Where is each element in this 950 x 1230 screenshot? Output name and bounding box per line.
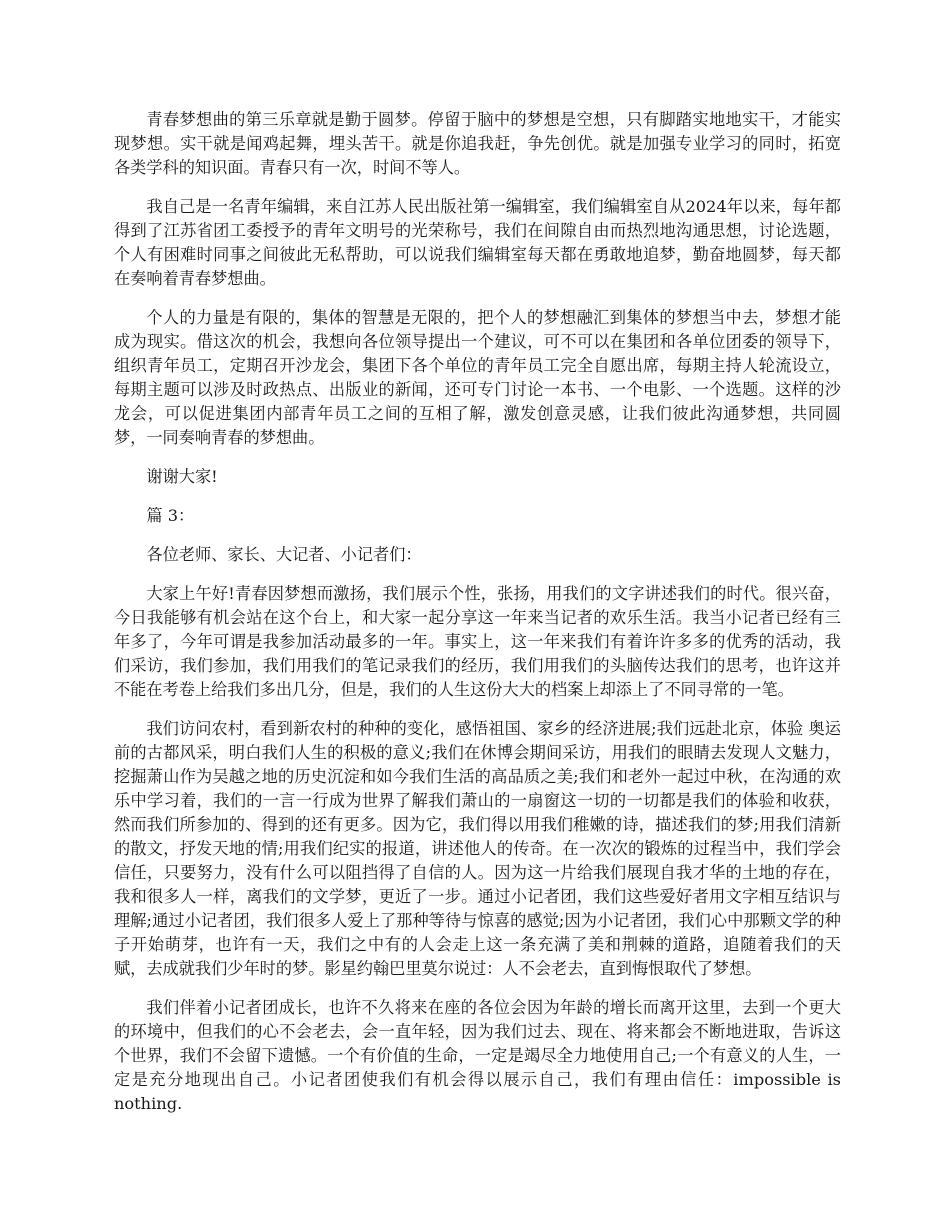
paragraph-thanks: 谢谢大家! (146, 467, 218, 486)
paragraph-activities: 我们访问农村，看到新农村的种种的变化，感悟祖国、家乡的经济进展;我们远赴北京，体验 奥运前的古都风采，明白我们人生的积极的意义;我们在休博会期间采访，用我们的眼睛去发现人文魅力，挖掘萧山作为吴越之地的历史沉淀和如今我们生活的高品质之美;我们和老外一起过中秋，在沟通的欢乐中学习着，我们的一言一行成为世界了解我们萧山的一扇窗这一切的一切都是我们的体验和收获，然而我们所参加的、得到的还有更多。因为它，我们得以用我们稚嫩的诗，描述我们的梦;用我们清新的散文，抒发天地的情;用我们纪实的报道，讲述他人的传奇。在一次次的锻炼的过程当中，我们学会信任，只要努力，没有什么可以阻挡得了自信的人。因为这一片给我们展现自我才华的土地的存在，我和很多人一样，离我们的文学梦，更近了一步。通过小记者团，我们这些爱好者用文字相互结识与理解;通过小记者团，我们很多人爱上了那种等待与惊喜的感觉;因为小记者团，我们心中那颗文学的种子开始萌芽，也许有一天，我们之中有的人会走上这一条充满了美和荆棘的道路，追随着我们的天赋，去成就我们少年时的梦。影星约翰巴里莫尔说过：人不会老去，直到悔恨取代了梦想。 (114, 719, 841, 978)
paragraph-salutation: 各位老师、家长、大记者、小记者们： (146, 545, 422, 564)
paragraph-growing-up: 我们伴着小记者团成长，也许不久将来在座的各位会因为年龄的增长而离开这里，去到一个更大的环境中，但我们的心不会老去，会一直年轻，因为我们过去、现在、将来都会不断地进取，告诉这个世界，我们不会留下遗憾。一个有价值的生命，一定是竭尽全力地使用自己;一个有意义的人生，一定是充分地现出自己。小记者团使我们有机会得以展示自己，我们有理由信任：impossible is nothing. (114, 998, 841, 1113)
section-heading-part-3: 篇 3： (146, 506, 195, 525)
document-body (114, 108, 841, 1131)
paragraph-salon-proposal: 个人的力量是有限的，集体的智慧是无限的，把个人的梦想融汇到集体的梦想当中去，梦想才能成为现实。借这次的机会，我想向各位领导提出一个建议，可不可以在集团和各单位团委的领导下，组织青年员工，定期召开沙龙会，集团下各个单位的青年员工完全自愿出席，每期主持人轮流设立，每期主题可以涉及时政热点、出版业的新闻，还可专门讨论一本书、一个电影、一个选题。这样的沙龙会，可以促进集团内部青年员工之间的互相了解，激发创意灵感，让我们彼此沟通梦想，共同圆梦，一同奏响青春的梦想曲。 (114, 308, 841, 447)
paragraph-greeting: 大家上午好!青春因梦想而激扬，我们展示个性，张扬，用我们的文字讲述我们的时代。很兴奋，今日我能够有机会站在这个台上，和大家一起分享这一年来当记者的欢乐生活。我当小记者已经有三年多了，今年可谓是我参加活动最多的一年。事实上，这一年来我们有着许许多多的优秀的活动，我们采访，我们参加，我们用我们的笔记录我们的经历，我们用我们的头脑传达我们的思考，也许这并不能在考卷上给我们多出几分，但是，我们的人生这份大大的档案上却添上了不同寻常的一笔。 (114, 584, 841, 699)
paragraph-third-movement: 青春梦想曲的第三乐章就是勤于圆梦。停留于脑中的梦想是空想，只有脚踏实地地实干，才能实现梦想。实干就是闻鸡起舞，埋头苦干。就是你追我赶，争先创优。就是加强专业学习的同时，拓宽各类学科的知识面。青春只有一次，时间不等人。 (114, 110, 841, 177)
paragraph-young-editor: 我自己是一名青年编辑，来自江苏人民出版社第一编辑室，我们编辑室自从2024年以来，每年都得到了江苏省团工委授予的青年文明号的光荣称号，我们在间隙自由而热烈地沟通思想，讨论选题，个人有困难时同事之间彼此无私帮助，可以说我们编辑室每天都在勇敢地追梦，勤奋地圆梦，每天都在奏响着青春梦想曲。 (114, 197, 841, 288)
